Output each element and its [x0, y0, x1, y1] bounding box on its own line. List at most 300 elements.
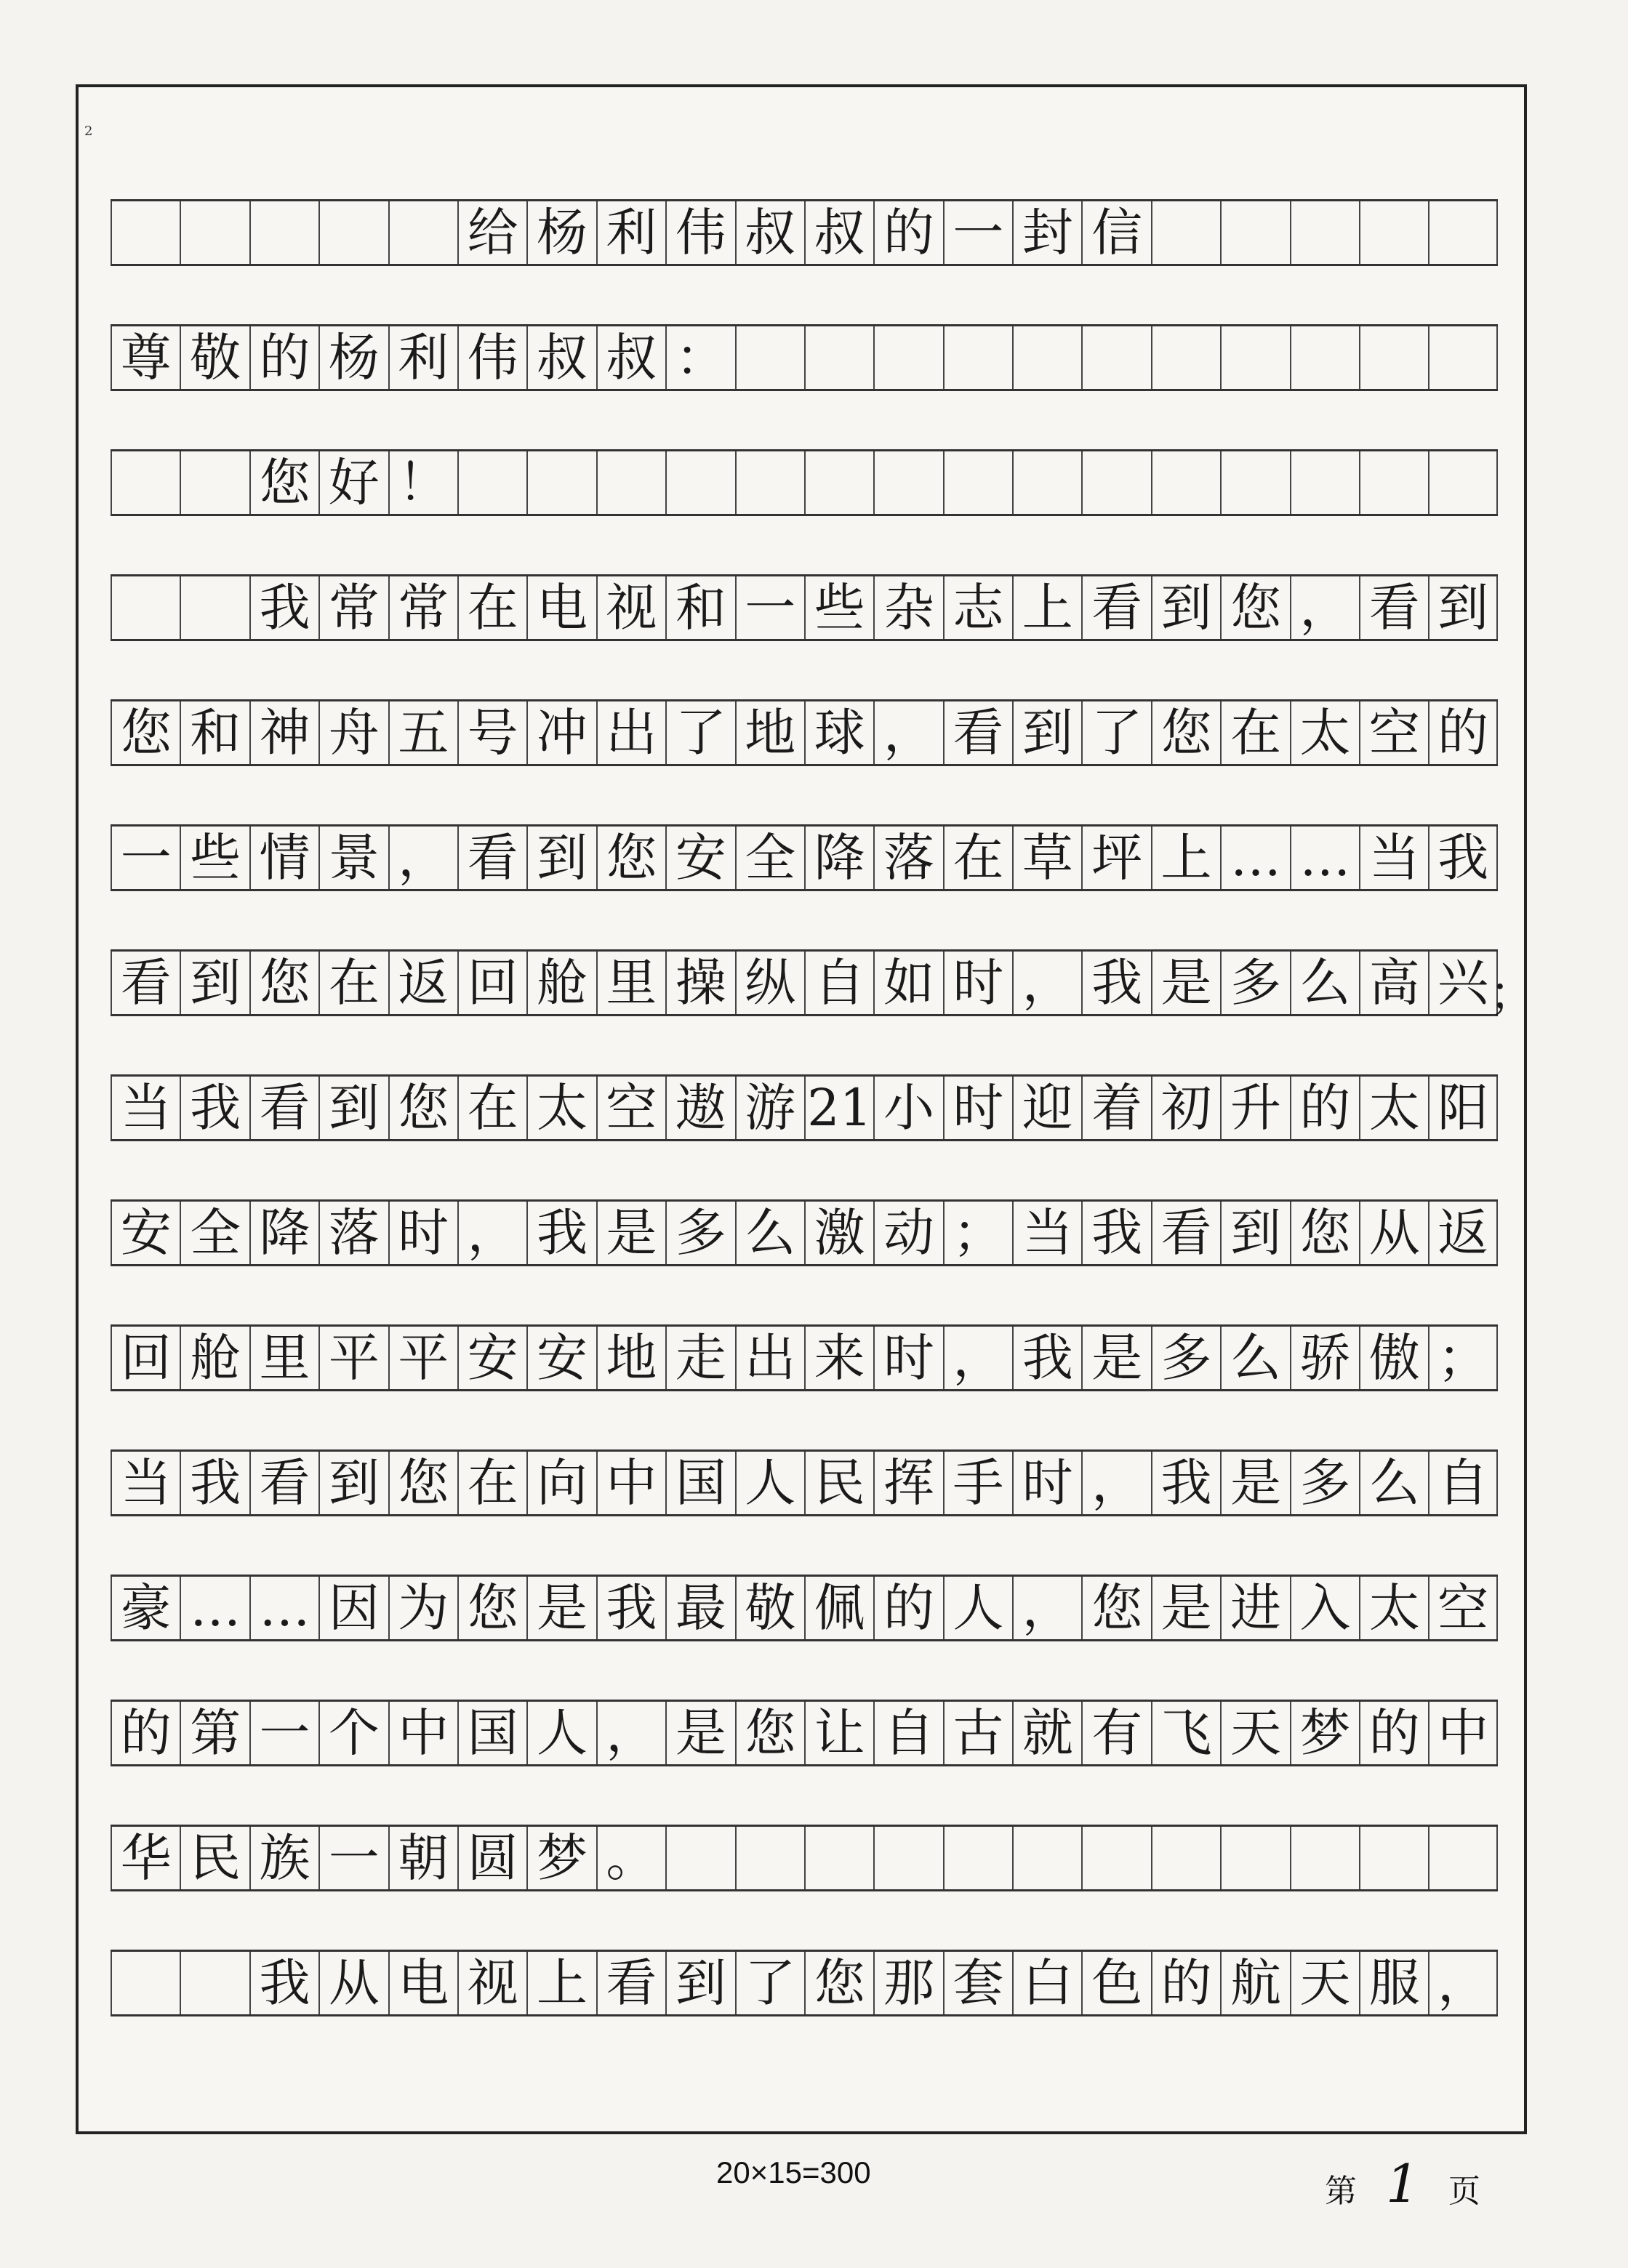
grid-cell: 好	[318, 451, 388, 514]
grid-cell: 常	[388, 576, 457, 639]
grid-cell: 迎	[1012, 1077, 1081, 1139]
grid-cell: 出	[596, 701, 665, 764]
grid-row-cells	[111, 949, 1498, 1016]
grid-cell: 看	[457, 827, 526, 889]
grid-cell: 志	[943, 576, 1012, 639]
grid-cell: 梦	[526, 1827, 596, 1889]
grid-cell: 您	[457, 1577, 526, 1639]
grid-cell	[318, 201, 388, 264]
grid-cell: 到	[665, 1952, 734, 2014]
grid-cell: 了	[735, 1952, 804, 2014]
grid-cell: 您	[1081, 1577, 1150, 1639]
grid-cell: 的	[873, 201, 942, 264]
grid-cell: 您	[1290, 1202, 1359, 1264]
grid-cell: 一	[318, 1827, 388, 1889]
grid-cell: 从	[1359, 1202, 1428, 1264]
grid-row-cells	[111, 699, 1498, 766]
grid-row	[111, 1825, 1498, 1950]
grid-cell	[1428, 326, 1497, 389]
grid-cell: 您	[388, 1077, 457, 1139]
row-gap	[111, 641, 1498, 699]
grid-cell: 些	[804, 576, 873, 639]
grid-cell: 的	[1151, 1952, 1220, 2014]
grid-cell: 民	[804, 1452, 873, 1514]
grid-cell: 多	[1220, 952, 1289, 1014]
grid-cell: 舱	[180, 1327, 249, 1389]
grid-cell: 。	[596, 1827, 665, 1889]
row-gap	[111, 266, 1498, 324]
grid-cell	[1151, 201, 1220, 264]
grid-cell: 是	[1081, 1327, 1150, 1389]
grid-cell	[1081, 451, 1150, 514]
grid-cell: 天	[1290, 1952, 1359, 2014]
grid-cell: 叔	[596, 326, 665, 389]
grid-cell: 手	[943, 1452, 1012, 1514]
grid-cell	[1151, 1827, 1220, 1889]
grid-cell: 我	[249, 1952, 318, 2014]
composition-sheet	[76, 84, 1536, 2134]
grid-cell: 草	[1012, 827, 1081, 889]
grid-row	[111, 449, 1498, 574]
grid-cell: 到	[526, 827, 596, 889]
grid-cell	[1220, 451, 1289, 514]
grid-cell: 您	[1151, 701, 1220, 764]
grid-cell: …	[249, 1577, 318, 1639]
grid-cell: 太	[526, 1077, 596, 1139]
page-suffix: 页	[1448, 2173, 1480, 2210]
grid-cell: 操	[665, 952, 734, 1014]
grid-cell: 服	[1359, 1952, 1428, 2014]
grid-cell: 骄	[1290, 1327, 1359, 1389]
grid-cell: ；	[1428, 1327, 1497, 1389]
grid-cell: 有	[1081, 1702, 1150, 1764]
grid-cell	[735, 326, 804, 389]
grid-cell: 里	[596, 952, 665, 1014]
grid-cell	[1081, 326, 1150, 389]
grid-cell: 我	[180, 1077, 249, 1139]
grid-cell: 情	[249, 827, 318, 889]
grid-cell: 您	[1220, 576, 1289, 639]
grid-cell: 冲	[526, 701, 596, 764]
grid-cell: 豪	[111, 1577, 180, 1639]
grid-cell: 高	[1359, 952, 1428, 1014]
grid-cell: 我	[1081, 1202, 1150, 1264]
grid-cell: 朝	[388, 1827, 457, 1889]
grid-cell: 个	[318, 1702, 388, 1764]
grid-cell: 利	[388, 326, 457, 389]
grid-cell	[111, 576, 180, 639]
grid-cell	[111, 1952, 180, 2014]
grid-cell: 是	[526, 1577, 596, 1639]
grid-cell: 号	[457, 701, 526, 764]
grid-cell: 和	[665, 576, 734, 639]
grid-cell: 安	[457, 1327, 526, 1389]
grid-cell: 的	[1428, 701, 1497, 764]
grid-cell: 么	[1220, 1327, 1289, 1389]
grid-cell	[526, 451, 596, 514]
grid-cell: 看	[249, 1077, 318, 1139]
grid-cell: 为	[388, 1577, 457, 1639]
grid-cell	[943, 451, 1012, 514]
grid-cell: 视	[457, 1952, 526, 2014]
grid-cell: 我	[1012, 1327, 1081, 1389]
grid-row-cells	[111, 574, 1498, 641]
grid-cell: …	[1290, 827, 1359, 889]
grid-cell: 安	[111, 1202, 180, 1264]
grid-cell: 回	[111, 1327, 180, 1389]
grid-cell: 尊	[111, 326, 180, 389]
grid-cell: 您	[249, 451, 318, 514]
grid-cell	[873, 1827, 942, 1889]
grid-cell	[873, 326, 942, 389]
grid-cell: 到	[1151, 576, 1220, 639]
grid-cell: 最	[665, 1577, 734, 1639]
grid-cell: 一	[735, 576, 804, 639]
grid-cell: 上	[1151, 827, 1220, 889]
grid-cell: 圆	[457, 1827, 526, 1889]
grid-cell: 和	[180, 701, 249, 764]
grid-cell: 平	[318, 1327, 388, 1389]
grid-cell: 来	[804, 1327, 873, 1389]
grid-cell: 是	[1220, 1452, 1289, 1514]
grid-cell	[1290, 326, 1359, 389]
grid-cell: 叔	[526, 326, 596, 389]
grid-cell: 当	[1012, 1202, 1081, 1264]
grid-cell	[1081, 1827, 1150, 1889]
row-gap	[111, 1516, 1498, 1575]
grid-cell: ，	[457, 1202, 526, 1264]
grid-cell: ；	[943, 1202, 1012, 1264]
grid-cell: 神	[249, 701, 318, 764]
page-prefix: 第	[1325, 2173, 1357, 2210]
grid-row	[111, 1199, 1498, 1324]
grid-cell: 华	[111, 1827, 180, 1889]
grid-cell: 常	[318, 576, 388, 639]
grid-cell: 时	[388, 1202, 457, 1264]
grid-cell: 太	[1359, 1077, 1428, 1139]
grid-cell: 太	[1290, 701, 1359, 764]
grid-row	[111, 1700, 1498, 1825]
grid-cell: 中	[388, 1702, 457, 1764]
grid-cell: 的	[1359, 1702, 1428, 1764]
grid-cell: 舱	[526, 952, 596, 1014]
grid-cell: 在	[1220, 701, 1289, 764]
grid-cell: 着	[1081, 1077, 1150, 1139]
grid-cell: 人	[735, 1452, 804, 1514]
grid-cell: 叔	[735, 201, 804, 264]
grid-cell: 么	[735, 1202, 804, 1264]
grid-cell: 是	[1151, 952, 1220, 1014]
grid-cell	[1151, 326, 1220, 389]
grid-row	[111, 1449, 1498, 1575]
grid-cell: 古	[943, 1702, 1012, 1764]
grid-cell: 球	[804, 701, 873, 764]
grid-cell: 看	[1359, 576, 1428, 639]
grid-cell: 傲	[1359, 1327, 1428, 1389]
grid-cell: 在	[457, 1077, 526, 1139]
grid-cell: 自	[1428, 1452, 1497, 1514]
row-gap	[111, 1891, 1498, 1950]
grid-cell: 么	[1359, 1452, 1428, 1514]
grid-cell: 您	[596, 827, 665, 889]
grid-row-cells	[111, 1324, 1498, 1391]
grid-cell: 敬	[735, 1577, 804, 1639]
grid-cell: 人	[943, 1577, 1012, 1639]
grid-cell	[665, 451, 734, 514]
grid-cell: ：	[665, 326, 734, 389]
grid-cell: 地	[596, 1327, 665, 1389]
grid-cell: 一	[111, 827, 180, 889]
grid-cell: 自	[804, 952, 873, 1014]
page-number: 1	[1386, 2153, 1419, 2214]
grid-cell: 那	[873, 1952, 942, 2014]
grid-cell: 当	[111, 1452, 180, 1514]
grid-cell	[180, 1952, 249, 2014]
grid-cell: 杂	[873, 576, 942, 639]
grid-cell: 自	[873, 1702, 942, 1764]
grid-cell: 伟	[665, 201, 734, 264]
grid-cell: 全	[180, 1202, 249, 1264]
grid-cell: 的	[1290, 1077, 1359, 1139]
grid-cell: 上	[526, 1952, 596, 2014]
row-gap	[111, 1141, 1498, 1199]
grid-row	[111, 949, 1536, 1074]
row-gap	[111, 766, 1498, 824]
grid-cell: 出	[735, 1327, 804, 1389]
grid-cell: 看	[111, 952, 180, 1014]
grid-cell: 一	[943, 201, 1012, 264]
grid-row	[111, 824, 1498, 949]
grid-cell: 时	[873, 1327, 942, 1389]
grid-cell: 信	[1081, 201, 1150, 264]
grid-cell: 飞	[1151, 1702, 1220, 1764]
grid-cell	[1290, 201, 1359, 264]
grid-cell: 是	[1151, 1577, 1220, 1639]
grid-cell: 落	[318, 1202, 388, 1264]
grid-cell: 了	[665, 701, 734, 764]
grid-cell	[804, 326, 873, 389]
grid-cell: 时	[1012, 1452, 1081, 1514]
grid-cell	[804, 1827, 873, 1889]
grid-cell: 21	[804, 1077, 873, 1139]
grid-cell: 看	[1151, 1202, 1220, 1264]
row-gap	[111, 1766, 1498, 1825]
grid-row-cells	[111, 199, 1498, 266]
grid-cell: 是	[665, 1702, 734, 1764]
grid-cell: 安	[526, 1327, 596, 1389]
grid-cell: ，	[388, 827, 457, 889]
grid-cell: ，	[1012, 952, 1081, 1014]
grid-cell	[1220, 326, 1289, 389]
grid-cell: 动	[873, 1202, 942, 1264]
grid-cell: 返	[1428, 1202, 1497, 1264]
grid-cell: 激	[804, 1202, 873, 1264]
grid-cell: 当	[1359, 827, 1428, 889]
grid-cell	[180, 201, 249, 264]
grid-cell: 全	[735, 827, 804, 889]
row-gap	[111, 1016, 1498, 1074]
grid-cell: 空	[1428, 1577, 1497, 1639]
grid-cell: 空	[596, 1077, 665, 1139]
grid-cell	[1012, 1827, 1081, 1889]
grid-cell: 落	[873, 827, 942, 889]
grid-cell: 到	[318, 1077, 388, 1139]
grid-cell: 到	[1220, 1202, 1289, 1264]
grid-cell: …	[180, 1577, 249, 1639]
grid-cell: 您	[111, 701, 180, 764]
grid-row	[111, 1324, 1498, 1449]
grid-cell: 当	[111, 1077, 180, 1139]
grid-cell: 么	[1290, 952, 1359, 1014]
grid-row-cells	[111, 1199, 1498, 1266]
grid-cell: 电	[526, 576, 596, 639]
grid-cell	[1359, 201, 1428, 264]
grid-cell	[249, 201, 318, 264]
grid-cell	[180, 576, 249, 639]
grid-row-cells	[111, 1950, 1498, 2016]
grid-cell	[665, 1827, 734, 1889]
grid-cell: 人	[526, 1702, 596, 1764]
grid-cell: ，	[596, 1702, 665, 1764]
grid-row	[111, 1074, 1498, 1199]
grid-row-cells	[111, 1074, 1498, 1141]
grid-cell: 游	[735, 1077, 804, 1139]
grid-cell: 敬	[180, 326, 249, 389]
row-gap	[111, 1391, 1498, 1449]
grid-cell: 多	[1151, 1327, 1220, 1389]
grid-cell	[1359, 1827, 1428, 1889]
grid-cell	[1359, 451, 1428, 514]
grid-cell: 看	[943, 701, 1012, 764]
grid-cell: 第	[180, 1702, 249, 1764]
grid-row-cells	[111, 1700, 1498, 1766]
grid-cell: 回	[457, 952, 526, 1014]
grid-cell: 入	[1290, 1577, 1359, 1639]
grid-cell: 您	[249, 952, 318, 1014]
grid-cell: 是	[596, 1202, 665, 1264]
grid-cell: 您	[735, 1702, 804, 1764]
grid-cell: 就	[1012, 1702, 1081, 1764]
grid-cell	[1428, 201, 1497, 264]
grid-cell: 时	[943, 1077, 1012, 1139]
grid-cell	[804, 451, 873, 514]
grid-cell: 初	[1151, 1077, 1220, 1139]
grid-cell: 族	[249, 1827, 318, 1889]
grid-cell: 在	[318, 952, 388, 1014]
grid-cell: 舟	[318, 701, 388, 764]
grid-cell	[111, 201, 180, 264]
grid-cell: 利	[596, 201, 665, 264]
grid-cell: 向	[526, 1452, 596, 1514]
grid-cell: 伟	[457, 326, 526, 389]
grid-row	[111, 1575, 1498, 1700]
grid-cell: 给	[457, 201, 526, 264]
grid-cell: 在	[943, 827, 1012, 889]
grid-cell	[180, 451, 249, 514]
grid-cell: 民	[180, 1827, 249, 1889]
grid-row-cells	[111, 1449, 1498, 1516]
grid-cell: 我	[1151, 1452, 1220, 1514]
row-gap	[111, 516, 1498, 574]
grid-cell: 坪	[1081, 827, 1150, 889]
grid-cell: 杨	[526, 201, 596, 264]
grid-cell: 阳	[1428, 1077, 1497, 1139]
grid-cell: …	[1220, 827, 1289, 889]
grid-cell	[943, 1827, 1012, 1889]
grid-cell: 上	[1012, 576, 1081, 639]
grid-cell: ，	[943, 1327, 1012, 1389]
grid-cell: 您	[388, 1452, 457, 1514]
grid-cell: 看	[596, 1952, 665, 2014]
row-gap	[111, 1641, 1498, 1700]
grid-cell: ，	[1081, 1452, 1150, 1514]
grid-cell: 返	[388, 952, 457, 1014]
grid-cell: 景	[318, 827, 388, 889]
grid-cell: 的	[873, 1577, 942, 1639]
grid-cell: 多	[665, 1202, 734, 1264]
grid-cell: 电	[388, 1952, 457, 2014]
grid-cell: 叔	[804, 201, 873, 264]
grid-cell: ，	[1290, 576, 1359, 639]
grid-cell	[1359, 326, 1428, 389]
writing-grid	[111, 199, 1536, 2075]
grid-cell: 封	[1012, 201, 1081, 264]
grid-cell: ，	[1428, 1952, 1497, 2014]
grid-cell: 了	[1081, 701, 1150, 764]
grid-cell: 中	[596, 1452, 665, 1514]
grid-cell: ！	[388, 451, 457, 514]
grid-cell: 我	[526, 1202, 596, 1264]
grid-cell	[735, 451, 804, 514]
grid-row	[111, 574, 1498, 699]
grid-cell	[1290, 451, 1359, 514]
grid-cell	[111, 451, 180, 514]
grid-cell: 安	[665, 827, 734, 889]
grid-cell: 从	[318, 1952, 388, 2014]
grid-cell: ，	[1012, 1577, 1081, 1639]
grid-cell	[1220, 1827, 1289, 1889]
grid-row-cells	[111, 449, 1498, 516]
page-number-label	[1325, 2153, 1480, 2214]
grid-cell: 升	[1220, 1077, 1289, 1139]
grid-cell: 一	[249, 1702, 318, 1764]
grid-cell: 我	[180, 1452, 249, 1514]
grid-count-label: 20×15=300	[716, 2155, 871, 2189]
grid-cell: 视	[596, 576, 665, 639]
grid-row	[111, 199, 1498, 324]
grid-cell: 的	[249, 326, 318, 389]
grid-cell: 遨	[665, 1077, 734, 1139]
grid-row	[111, 324, 1498, 449]
grid-cell	[596, 451, 665, 514]
grid-cell	[1290, 1827, 1359, 1889]
row-gap	[111, 391, 1498, 449]
grid-cell: 在	[457, 576, 526, 639]
grid-cell	[1220, 201, 1289, 264]
grid-cell: 您	[804, 1952, 873, 2014]
grid-cell: 降	[249, 1202, 318, 1264]
grid-cell: 时	[943, 952, 1012, 1014]
grid-cell: 平	[388, 1327, 457, 1389]
grid-cell: 到	[1428, 576, 1497, 639]
grid-cell	[873, 451, 942, 514]
row-gap	[111, 1266, 1498, 1324]
grid-cell: 套	[943, 1952, 1012, 2014]
grid-cell: 到	[180, 952, 249, 1014]
grid-cell: 进	[1220, 1577, 1289, 1639]
grid-cell	[388, 201, 457, 264]
grid-cell: 天	[1220, 1702, 1289, 1764]
